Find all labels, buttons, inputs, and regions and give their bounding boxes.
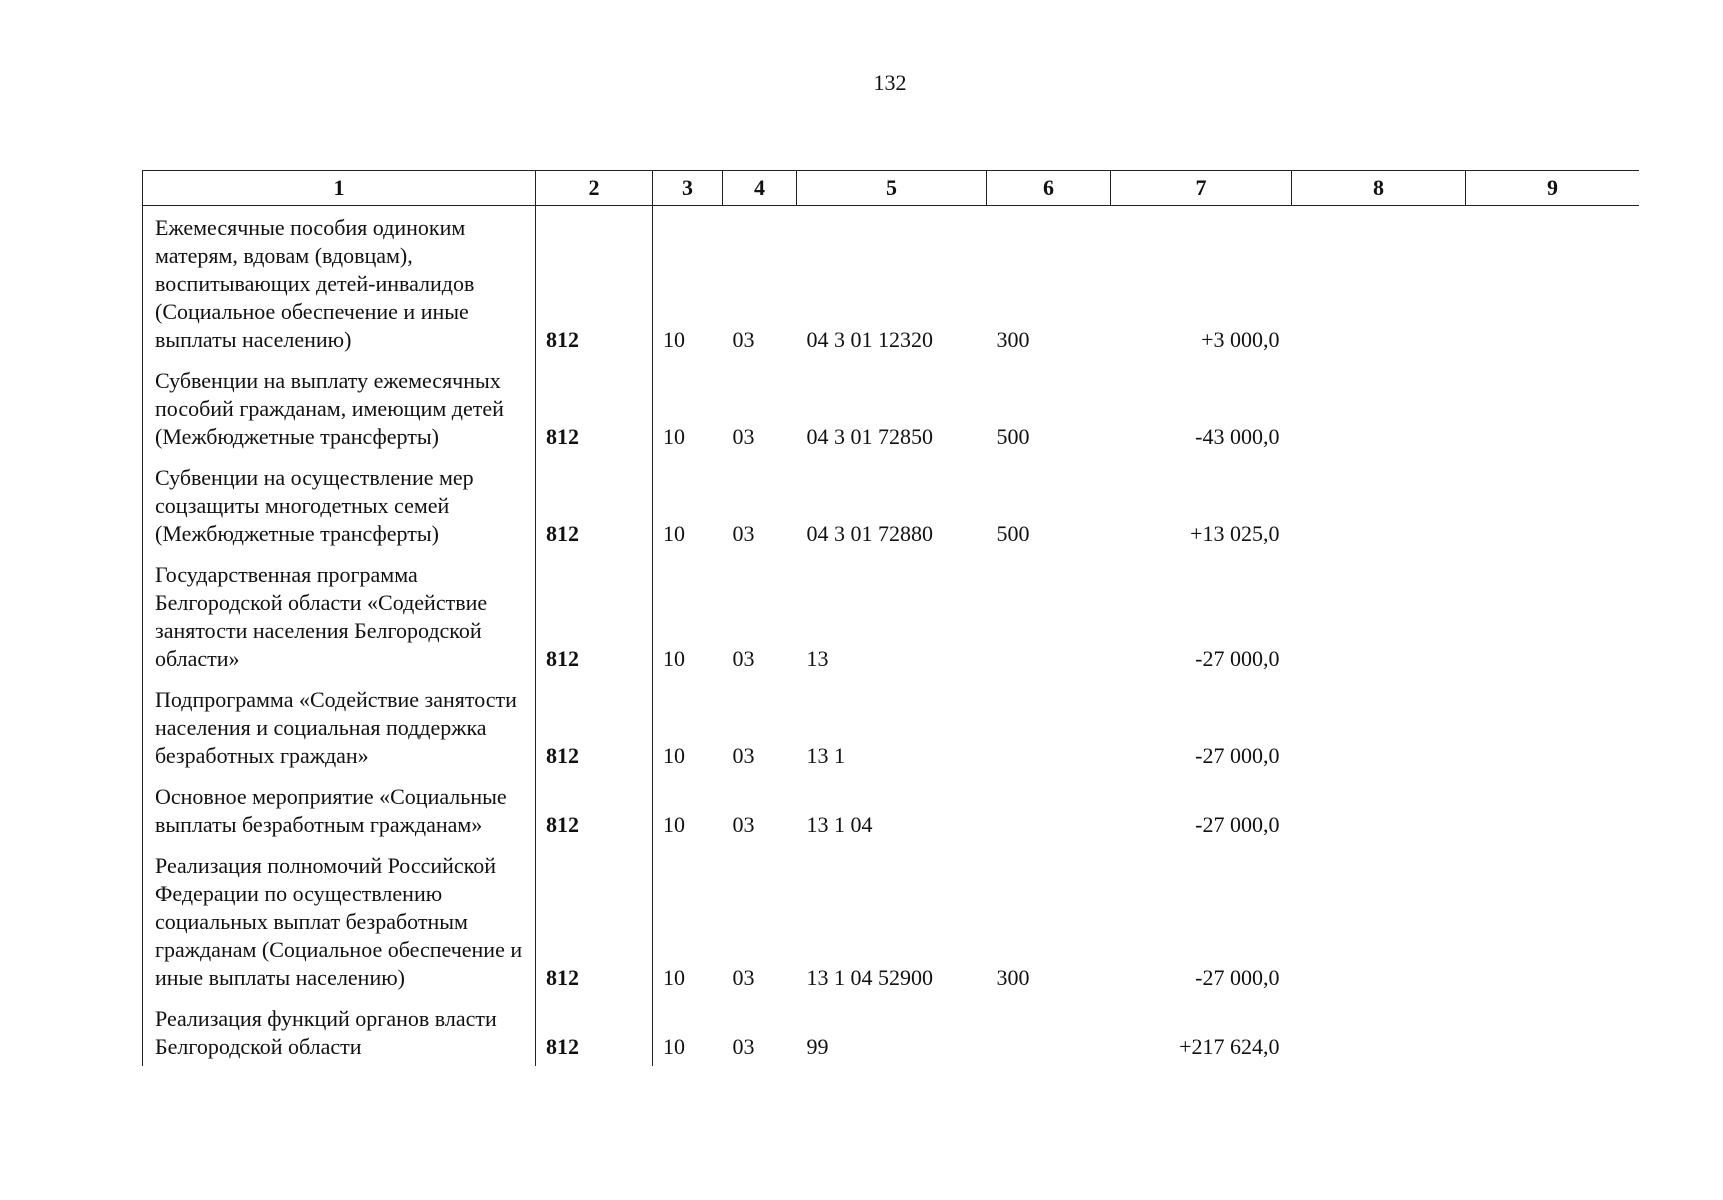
row-col9-cell [1466, 775, 1640, 844]
row-expense-type-cell [987, 997, 1111, 1066]
row-expense-type-cell: 300 [996, 327, 1030, 352]
row-amount-cell: +3 000,0 [1201, 327, 1280, 352]
row-col8-cell [1292, 553, 1466, 678]
table-row [143, 553, 1640, 678]
row-name-cell: Субвенции на выплату ежемесячных пособий гражданам, имеющим детей (Межбюджетные трансферты) [143, 359, 536, 456]
row-col8-cell [1292, 775, 1466, 844]
row-section-cell: 10 [663, 812, 685, 837]
budget-table [142, 170, 1639, 1066]
row-admin-code-cell: 812 [536, 997, 653, 1066]
row-amount-cell: -43 000,0 [1195, 424, 1280, 449]
row-expense-type-cell: 500 [996, 521, 1030, 546]
header-col-6: 6 [987, 171, 1111, 206]
table-row [143, 359, 1640, 456]
table-header [143, 171, 1640, 206]
table-row [143, 997, 1640, 1066]
row-amount-cell: -27 000,0 [1195, 646, 1280, 671]
row-name-cell: Государственная программа Белгородской области «Содействие занятости населения Белгородской области» [143, 553, 536, 678]
row-section-cell: 10 [663, 1034, 685, 1059]
row-target-article-cell: 13 [806, 646, 829, 671]
row-amount-cell: +217 624,0 [1179, 1034, 1280, 1059]
row-expense-type-cell [987, 553, 1111, 678]
row-amount-cell: -27 000,0 [1195, 812, 1280, 837]
table-row [143, 678, 1640, 775]
row-name-cell: Реализация полномочий Российской Федерации по осуществлению социальных выплат безработным гражданам (Социальное обеспечение и иные выплаты населению) [143, 844, 536, 997]
row-subsection-cell: 03 [732, 424, 755, 449]
row-col8-cell [1292, 997, 1466, 1066]
row-expense-type-cell: 500 [996, 424, 1030, 449]
row-col9-cell [1466, 844, 1640, 997]
header-col-5: 5 [797, 171, 987, 206]
row-section-cell: 10 [663, 965, 685, 990]
row-col9-cell [1466, 678, 1640, 775]
header-col-4: 4 [723, 171, 797, 206]
row-section-cell: 10 [663, 327, 685, 352]
row-expense-type-cell [987, 775, 1111, 844]
header-col-9: 9 [1466, 171, 1640, 206]
row-admin-code-cell: 812 [536, 775, 653, 844]
row-col8-cell [1292, 678, 1466, 775]
header-row [143, 171, 1640, 206]
table-row [143, 206, 1640, 360]
row-col8-cell [1292, 206, 1466, 360]
row-name-cell: Реализация функций органов власти Белгородской области [143, 997, 536, 1066]
row-target-article-cell: 13 1 [806, 743, 845, 768]
row-name-cell: Субвенции на осуществление мер соцзащиты многодетных семей (Межбюджетные трансферты) [143, 456, 536, 553]
table-body [143, 206, 1640, 1067]
row-target-article-cell: 99 [806, 1034, 829, 1059]
row-name-cell: Основное мероприятие «Социальные выплаты безработным гражданам» [143, 775, 536, 844]
row-target-article-cell: 13 1 04 [806, 812, 873, 837]
row-admin-code-cell: 812 [536, 456, 653, 553]
table-container [142, 170, 1639, 1114]
row-target-article-cell: 13 1 04 52900 [806, 965, 933, 990]
table-row [143, 775, 1640, 844]
row-subsection-cell: 03 [732, 1034, 755, 1059]
row-col9-cell [1466, 997, 1640, 1066]
row-col9-cell [1466, 206, 1640, 360]
table-row [143, 844, 1640, 997]
header-col-3: 3 [653, 171, 723, 206]
row-section-cell: 10 [663, 743, 685, 768]
row-expense-type-cell: 300 [996, 965, 1030, 990]
row-col9-cell [1466, 456, 1640, 553]
row-name-cell: Ежемесячные пособия одиноким матерям, вдовам (вдовцам), воспитывающих детей-инвалидов (Социальное обеспечение и иные выплаты населению) [143, 206, 536, 360]
header-col-8: 8 [1292, 171, 1466, 206]
row-admin-code-cell: 812 [536, 678, 653, 775]
row-amount-cell: +13 025,0 [1190, 521, 1280, 546]
header-col-1: 1 [143, 171, 536, 206]
row-col8-cell [1292, 844, 1466, 997]
table-row [143, 456, 1640, 553]
row-admin-code-cell: 812 [536, 206, 653, 360]
row-subsection-cell: 03 [732, 965, 755, 990]
header-col-2: 2 [536, 171, 653, 206]
row-col8-cell [1292, 456, 1466, 553]
row-expense-type-cell [987, 678, 1111, 775]
header-col-7: 7 [1111, 171, 1292, 206]
row-name-cell: Подпрограмма «Содействие занятости населения и социальная поддержка безработных граждан» [143, 678, 536, 775]
row-admin-code-cell: 812 [536, 844, 653, 997]
row-col9-cell [1466, 359, 1640, 456]
row-section-cell: 10 [663, 521, 685, 546]
row-admin-code-cell: 812 [536, 359, 653, 456]
row-target-article-cell: 04 3 01 72850 [806, 424, 933, 449]
row-target-article-cell: 04 3 01 72880 [806, 521, 933, 546]
row-subsection-cell: 03 [732, 812, 755, 837]
page-number: 132 [873, 70, 907, 95]
row-section-cell: 10 [663, 646, 685, 671]
row-subsection-cell: 03 [732, 646, 755, 671]
row-target-article-cell: 04 3 01 12320 [806, 327, 933, 352]
row-section-cell: 10 [663, 424, 685, 449]
row-subsection-cell: 03 [732, 743, 755, 768]
row-amount-cell: -27 000,0 [1195, 965, 1280, 990]
row-col8-cell [1292, 359, 1466, 456]
row-col9-cell [1466, 553, 1640, 678]
row-subsection-cell: 03 [732, 521, 755, 546]
row-amount-cell: -27 000,0 [1195, 743, 1280, 768]
row-subsection-cell: 03 [732, 327, 755, 352]
row-admin-code-cell: 812 [536, 553, 653, 678]
